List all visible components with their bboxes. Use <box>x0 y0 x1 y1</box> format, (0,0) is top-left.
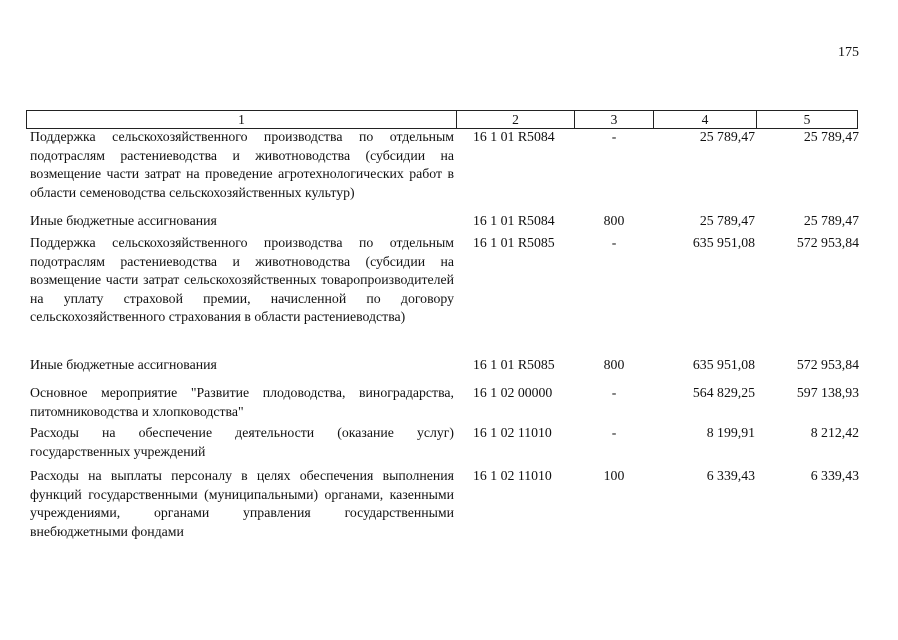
row-amount-col5: 25 789,47 <box>803 129 859 144</box>
row-expense-type: 800 <box>603 357 625 372</box>
row-description: Расходы на выплаты персоналу в целях обеспечения выполнения функций государственными (муниципальными) органами, казенными учреждениями, органами управления государственными внебюджетными фондами <box>30 468 454 539</box>
row-description: Иные бюджетные ассигнования <box>30 213 217 228</box>
row-expense-type: 100 <box>603 468 625 483</box>
row-target-code: 16 1 01 R5085 <box>473 235 555 250</box>
page-number: 175 <box>838 45 859 60</box>
row-amount-col5: 597 138,93 <box>796 385 859 400</box>
row-amount-col4: 635 951,08 <box>692 357 755 372</box>
row-description: Расходы на обеспечение деятельности (оказание услуг) государственных учреждений <box>30 425 454 459</box>
row-description: Иные бюджетные ассигнования <box>30 357 217 372</box>
row-amount-col5: 572 953,84 <box>796 357 859 372</box>
row-amount-col5: 8 212,42 <box>810 425 859 440</box>
row-amount-col4: 6 339,43 <box>706 468 755 483</box>
row-target-code: 16 1 01 R5085 <box>473 357 555 372</box>
row-description: Поддержка сельскохозяйственного производства по отдельным подотраслям растениеводства и животноводства (субсидии на возмещение части затрат сельскохозяйственных товаропроизводителей на уплату страховой премии, начисленной по договору сельскохозяйственного страхования в области растениеводства) <box>30 235 454 324</box>
row-amount-col5: 6 339,43 <box>810 468 859 483</box>
column-header-table <box>26 110 858 129</box>
column-header-1: 1 <box>27 111 457 129</box>
row-target-code: 16 1 01 R5084 <box>473 213 555 228</box>
row-target-code: 16 1 01 R5084 <box>473 129 555 144</box>
row-description: Поддержка сельскохозяйственного производства по отдельным подотраслям растениеводства и животноводства (субсидии на возмещение части затрат на проведение агротехнологических работ в области семеноводства сельскохозяйственных культур) <box>30 129 454 200</box>
row-amount-col5: 25 789,47 <box>803 213 859 228</box>
row-amount-col4: 25 789,47 <box>699 213 755 228</box>
row-target-code: 16 1 02 00000 <box>473 385 553 400</box>
column-header-2: 2 <box>457 111 575 129</box>
row-amount-col4: 8 199,91 <box>706 425 755 440</box>
row-expense-type: - <box>611 129 617 144</box>
row-target-code: 16 1 02 11010 <box>473 468 552 483</box>
column-header-3: 3 <box>575 111 654 129</box>
row-expense-type: - <box>611 235 617 250</box>
row-amount-col4: 564 829,25 <box>692 385 755 400</box>
column-header-5: 5 <box>757 111 858 129</box>
row-expense-type: - <box>611 425 617 440</box>
row-amount-col4: 25 789,47 <box>699 129 755 144</box>
row-amount-col5: 572 953,84 <box>796 235 859 250</box>
row-expense-type: 800 <box>603 213 625 228</box>
row-target-code: 16 1 02 11010 <box>473 425 552 440</box>
row-description: Основное мероприятие "Развитие плодоводства, виноградарства, питомниководства и хлопководства" <box>30 385 454 419</box>
row-expense-type: - <box>611 385 617 400</box>
row-amount-col4: 635 951,08 <box>692 235 755 250</box>
column-header-4: 4 <box>654 111 757 129</box>
